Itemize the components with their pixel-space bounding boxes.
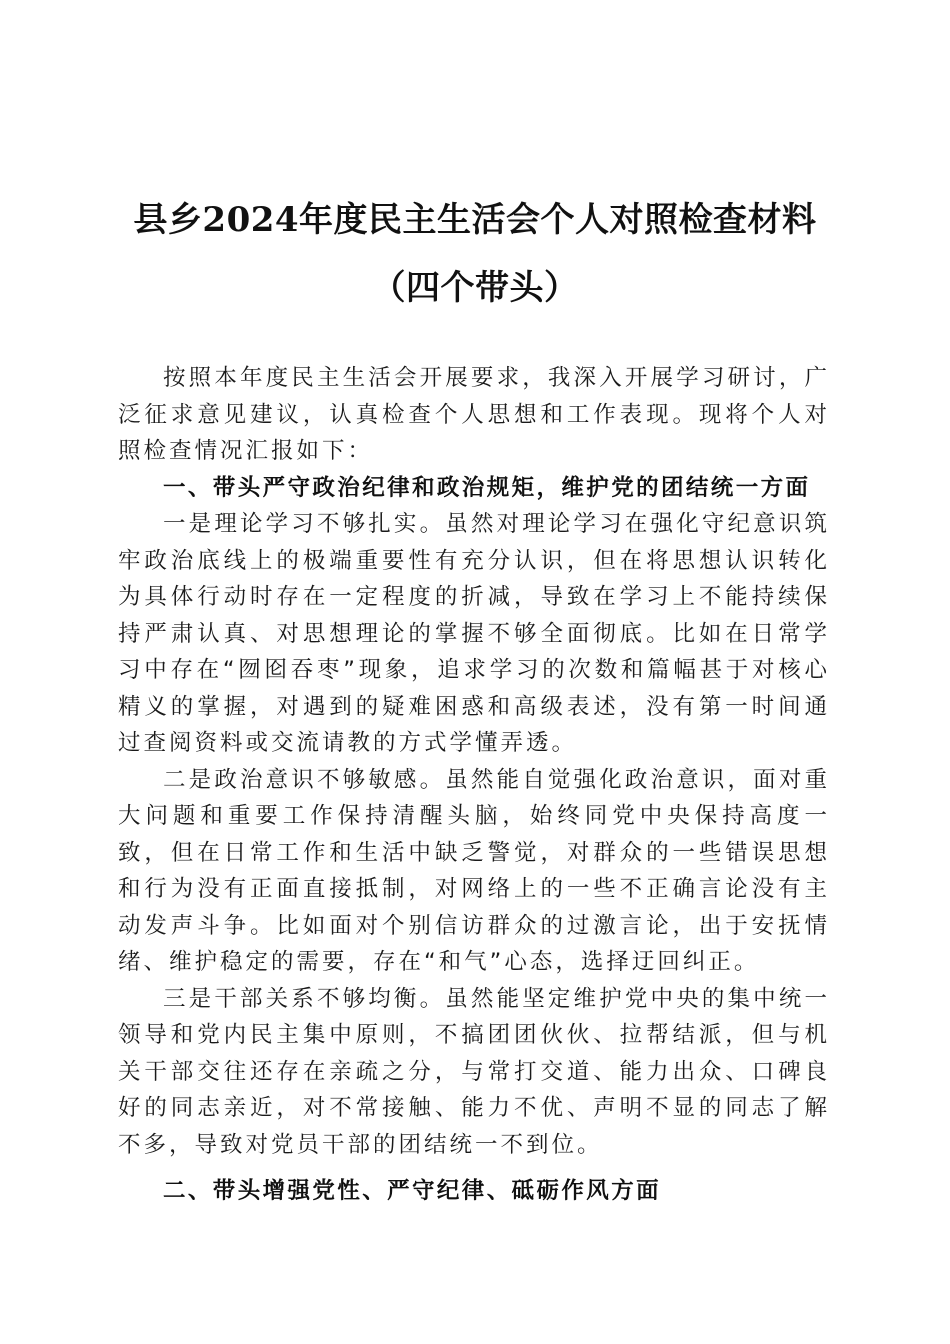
intro-paragraph: 按照本年度民主生活会开展要求，我深入开展学习研讨，广泛征求意见建议，认真检查个人思想和工作表现。现将个人对照检查情况汇报如下： bbox=[118, 365, 830, 464]
section-1-paragraph-3: 三是干部关系不够均衡。虽然能坚定维护党中央的集中统一领导和党内民主集中原则，不搞团团伙伙、拉帮结派，但与机关干部交往还存在亲疏之分，与常打交道、能力出众、口碑良好的同志亲近，对不常接触、能力不优、声明不显的同志了解不多，导致对党员干部的团结统一不到位。 bbox=[118, 985, 830, 1158]
document-body bbox=[118, 360, 830, 1210]
document-title: 县乡2024年度民主生活会个人对照检查材料 bbox=[133, 200, 817, 240]
section-1-paragraph-1: 一是理论学习不够扎实。虽然对理论学习在强化守纪意识筑牢政治底线上的极端重要性有充分认识，但在将思想认识转化为具体行动时存在一定程度的折减，导致在学习上不能持续保持严肃认真、对思想理论的掌握不够全面彻底。比如在日常学习中存在“囫囵吞枣”现象，追求学习的次数和篇幅甚于对核心精义的掌握，对遇到的疑难困惑和高级表述，没有第一时间通过查阅资料或交流请教的方式学懂弄透。 bbox=[118, 511, 830, 756]
section-1-paragraph-2: 二是政治意识不够敏感。虽然能自觉强化政治意识，面对重大问题和重要工作保持清醒头脑，始终同党中央保持高度一致，但在日常工作和生活中缺乏警觉，对群众的一些错误思想和行为没有正面直接抵制，对网络上的一些不正确言论没有主动发声斗争。比如面对个别信访群众的过激言论，出于安抚情绪、维护稳定的需要，存在“和气”心态，选择迂回纠正。 bbox=[118, 766, 830, 975]
document-subtitle: （四个带头） bbox=[371, 268, 579, 308]
section-heading-1: 一、带头严守政治纪律和政治规矩，维护党的团结统一方面 bbox=[163, 474, 811, 501]
section-heading-2: 二、带头增强党性、严守纪律、砥砺作风方面 bbox=[163, 1178, 662, 1204]
